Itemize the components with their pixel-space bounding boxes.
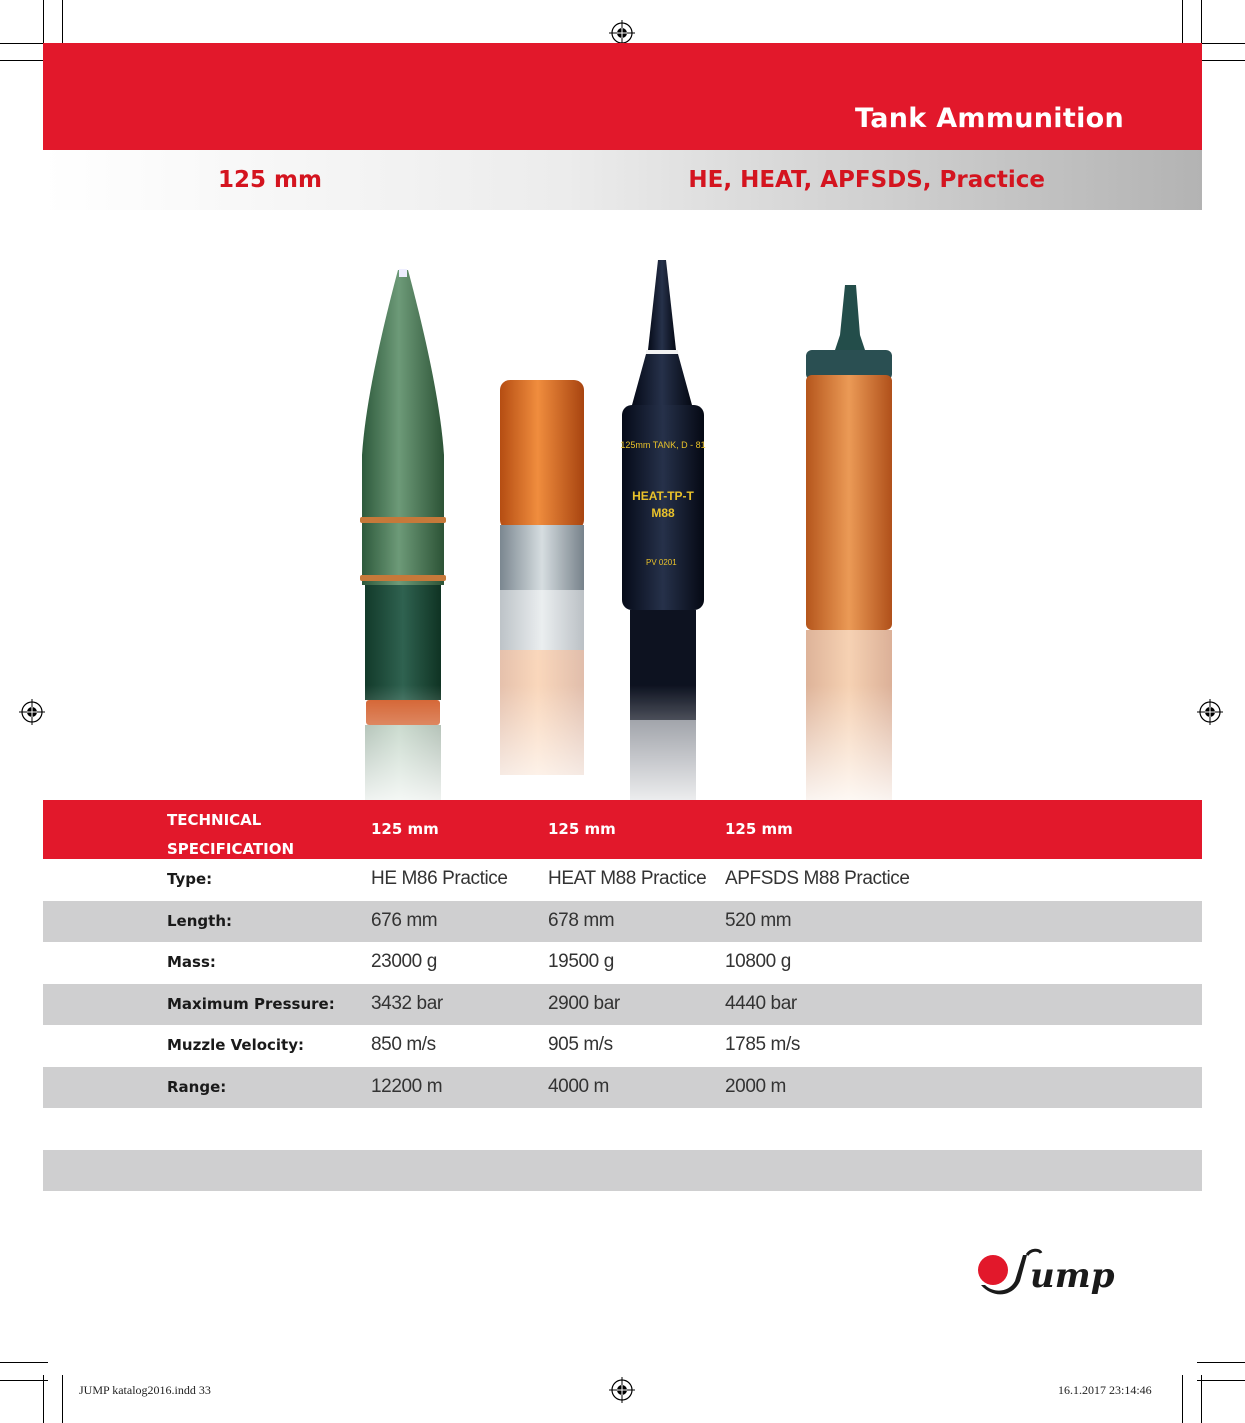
- heat-marking-1: 125mm TANK, D - 81: [620, 440, 706, 450]
- crop-mark: [1201, 0, 1202, 48]
- cell-value: 10800 g: [725, 951, 791, 972]
- column-header: 125 mm: [371, 820, 439, 838]
- cell-value: APFSDS M88 Practice: [725, 868, 910, 889]
- crop-mark: [62, 1375, 63, 1423]
- subheader-banner: [43, 150, 1202, 210]
- crop-mark: [0, 60, 48, 61]
- cell-value: 12200 m: [371, 1076, 443, 1097]
- spec-table-header: [43, 800, 1202, 859]
- column-header: 125 mm: [548, 820, 616, 838]
- cell-value: 19500 g: [548, 951, 614, 972]
- cell-value: HEAT M88 Practice: [548, 868, 707, 889]
- cell-value: 23000 g: [371, 951, 437, 972]
- empty-table-row: [43, 1150, 1202, 1191]
- header-banner: [43, 43, 1202, 150]
- cell-value: 2000 m: [725, 1076, 786, 1097]
- ammo-types-heading: HE, HEAT, APFSDS, Practice: [688, 167, 1045, 193]
- slug-timestamp: 16.1.2017 23:14:46: [1058, 1383, 1152, 1397]
- heat-marking-4: PV 0201: [646, 558, 677, 567]
- crop-mark: [1197, 1380, 1245, 1381]
- heat-marking-2: HEAT-TP-T: [632, 489, 694, 503]
- column-header: 125 mm: [725, 820, 793, 838]
- slug-file: JUMP katalog2016.indd 33: [79, 1383, 211, 1397]
- crop-mark: [0, 1362, 48, 1363]
- cell-value: 850 m/s: [371, 1034, 436, 1055]
- crop-mark: [43, 0, 44, 48]
- cell-value: 678 mm: [548, 910, 615, 931]
- registration-mark-icon: [609, 1377, 635, 1403]
- cell-value: 3432 bar: [371, 993, 443, 1014]
- crop-mark: [0, 1380, 48, 1381]
- row-label: Type:: [167, 870, 213, 888]
- spec-header-line1: TECHNICAL: [167, 811, 262, 829]
- cell-value: 4000 m: [548, 1076, 609, 1097]
- row-label: Length:: [167, 912, 232, 930]
- crop-mark: [1182, 0, 1183, 48]
- cell-value: 1785 m/s: [725, 1034, 800, 1055]
- crop-mark: [1182, 1375, 1183, 1423]
- spec-header-line2: SPECIFICATION: [167, 840, 295, 858]
- row-label: Range:: [167, 1078, 227, 1096]
- crop-mark: [0, 43, 48, 44]
- crop-mark: [1197, 1362, 1245, 1363]
- page-title: Tank Ammunition: [854, 103, 1124, 134]
- cell-value: 4440 bar: [725, 993, 797, 1014]
- table-row: [43, 859, 1202, 900]
- table-row: [43, 1025, 1202, 1066]
- table-row: [43, 1067, 1202, 1108]
- row-label: Mass:: [167, 953, 216, 971]
- jump-logo-icon: [975, 1245, 1125, 1315]
- cell-value: HE M86 Practice: [371, 868, 508, 889]
- table-row: [43, 984, 1202, 1025]
- cell-value: 905 m/s: [548, 1034, 613, 1055]
- cell-value: 520 mm: [725, 910, 792, 931]
- crop-mark: [43, 1375, 44, 1423]
- row-label: Maximum Pressure:: [167, 995, 335, 1013]
- logo-wordmark: ump: [1030, 1256, 1115, 1296]
- heat-marking-3: M88: [651, 506, 675, 520]
- spec-header-label: [167, 806, 294, 864]
- table-row: [43, 942, 1202, 983]
- crop-mark: [1197, 43, 1245, 44]
- crop-mark: [62, 0, 63, 48]
- caliber-heading: 125 mm: [218, 167, 322, 193]
- row-label: Muzzle Velocity:: [167, 1036, 304, 1054]
- cell-value: 676 mm: [371, 910, 438, 931]
- table-row: [43, 901, 1202, 942]
- crop-mark: [1197, 60, 1245, 61]
- cell-value: 2900 bar: [548, 993, 620, 1014]
- ammunition-photo: [340, 255, 920, 800]
- crop-mark: [1201, 1375, 1202, 1423]
- registration-mark-icon: [1197, 699, 1223, 725]
- registration-mark-icon: [19, 699, 45, 725]
